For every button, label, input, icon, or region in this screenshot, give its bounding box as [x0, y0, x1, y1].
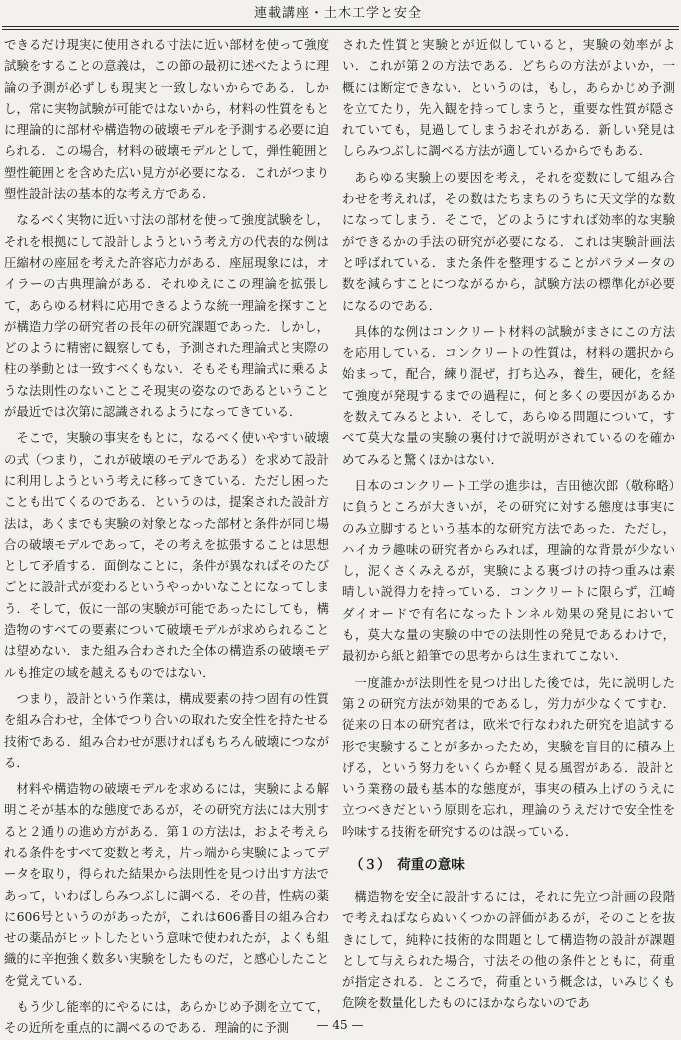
- paragraph: 一度誰かが法則性を見つけ出した後では，先に説明した第２の研究方法が効果的であるし，労力が少なくてすむ．従来の日本の研究者は，欧米で行なわれた研究を追試する形で実験することが多かったため，実験を盲目的に積み上げる，という努力をいくらか軽く見る風習がある．設計という業務の最も基本的な態度が，事実の積み上げのうえに立つべきだという原則を忘れ，理論のうえだけで安全性を吟味する技術を研究するのは誤っている．: [342, 674, 675, 839]
- paragraph: できるだけ現実に使用される寸法に近い部材を使って強度試験をすることの意義は，この節の最初に述べたように理論の予測が必ずしも現実と一致しないからである．しかし，常に実物試験が可能ではないから，材料の性質をもとに理論的に部材や構造物の破壊モデルを予測する必要に迫られる．この場合，材料の破壊モデルとして，弾性範囲と塑性範囲とを含めた広い見方が必要になる．これがつまり塑性設計法の基本的な考え方である．: [4, 37, 329, 202]
- paragraph: 構造物を安全に設計するには，それに先立つ計画の段階で考えねばならぬいくつかの評価があるが，そのことを抜きにして，純粋に技術的な問題として構造物の設計が課題として与えられた場合，寸法その他の条件とともに，荷重が指定される．ところで，荷重という概念は，いみじくも危険を数量化したものにほかならないのであ: [342, 888, 675, 1011]
- header-rule: [2, 26, 679, 30]
- paragraph: された性質と実験とが近似していると，実験の効率がよい．これが第２の方法である．どちらの方法がよいか，一概には断定できない．というのは，もし，あらかじめ予測を立てたり，先入観を持ってしまうと，重要な性質が隠されていても，見過してしまうおそれがある．新しい発見はしらみつぶしに調べる方法が適しているからでもある．: [342, 37, 675, 159]
- page-number: — 45 —: [316, 1018, 364, 1032]
- running-header: 連載講座・土木工学と安全: [253, 6, 422, 21]
- paragraph: 日本のコンクリート工学の進歩は，吉田徳次郎（敬称略）に負うところが大きいが，その研究に対する態度は事実にのみ立脚するという基本的な研究方法であった．ただし，ハイカラ趣味の研究者からみれば，理論的な背景が少ないし，泥くさくみえるが，実験による裏づけの持つ重みは素晴しい説得力を持っている．コンクリートに限らず，江崎ダイオードで有名になったトンネル効果の発見においても，莫大な量の実験の中での法則性の発見であるわけで，最初から紙と鉛筆での思考からは生まれてこない．: [342, 477, 675, 664]
- paragraph: あらゆる実験上の要因を考え，それを変数にして組み合わせを考えれば，その数はたちまちのうちに天文学的な数になってしまう．そこで，どのようにすれば効率的な実験ができるかの手法の研究が必要になる．これは実験計画法と呼ばれている．また条件を整理することがパラメータの数を減らすことにつながるから，試験方法の標準化が必要になるのである．: [342, 169, 675, 313]
- paragraph: もう少し能率的にやるには，あらかじめ予測を立てて，その近所を重点的に調べるのである．理論的に予測: [4, 999, 329, 1036]
- paragraph: 材料や構造物の破壊モデルを求めるには，実験による解明こそが基本的な態度であるが，その研究方法には大別すると２通りの進め方がある．第１の方法は，およそ考えられる条件をすべて変数と考え，片っ端から実験によってデータを取り，得られた結果から法則性を見つけ出す方法であって，いわばしらみつぶしに調べる．その昔，性病の薬に606号というのがあったが，これは606番目の組み合わせの薬品がヒットしたという意味で使われたが，よくも組織的に辛抱強く数多い実験をしたものだ，と感心したことを覚えている．: [4, 781, 329, 988]
- paragraph: つまり，設計という作業は，構成要素の持つ固有の性質を組み合わせ，全体でつり合いの取れた安全性を持たせる技術である．組み合わせが悪ければもちろん破壊につながる．: [4, 690, 329, 770]
- left-column: [4, 34, 329, 1039]
- paragraph: なるべく実物に近い寸法の部材を使って強度試験をし，それを根拠にして設計しようという考え方の代表的な例は圧縮材の座屈を考えた許容応力がある．座屈現象には，オイラーの古典理論がある．それゆえにこの理論を拡張して，あらゆる材料に応用できるような統一理論を探すことが構造力学の研究者の長年の研究課題であった．しかし，どのように精密に観察しても，予測された理論式と実際の柱の挙動とは一致すべくもない．そもそも理論式に乗るような法則性のないことこそ現実の姿なのであるということが最近では次第に認識されるようになってきている．: [4, 212, 329, 420]
- paragraph: そこで，実験の事実をもとに，なるべく使いやすい破壊の式（つまり，これが破壊のモデルである）を求めて設計に利用しようという考えに移ってきている．ただし困ったことも出てくるのである．というのは，提案された設計方法は，あくまでも実験の対象となった部材と条件が同じ場合の破壊モデルであって，その考えを拡張することは思想として矛盾する．面倒なことに，条件が異なればそのたびごとに設計式が変わるというやっかいなことになってしまう．そして，仮に一部の実験が可能であったにしても，構造物のすべての要素について破壊モデルが求められることは望めない．また組み合わされた全体の構造系の破壊モデルも推定の域を越えるものではない．: [4, 430, 329, 680]
- paragraph: 具体的な例はコンクリート材料の試験がまさにこの方法を応用している．コンクリートの性質は，材料の選択から始まって，配合，練り混ぜ，打ち込み，養生，硬化，を経て強度が発現するまでの過程に，何と多くの要因があるかを数えてみるとよい．そして，あらゆる問題について，すべて莫大な量の実験の裏付けで説明がされているのを確かめてみると驚くほかはない．: [342, 323, 675, 467]
- section-heading: （３） 荷重の意味: [350, 856, 465, 873]
- right-column: [342, 34, 675, 1014]
